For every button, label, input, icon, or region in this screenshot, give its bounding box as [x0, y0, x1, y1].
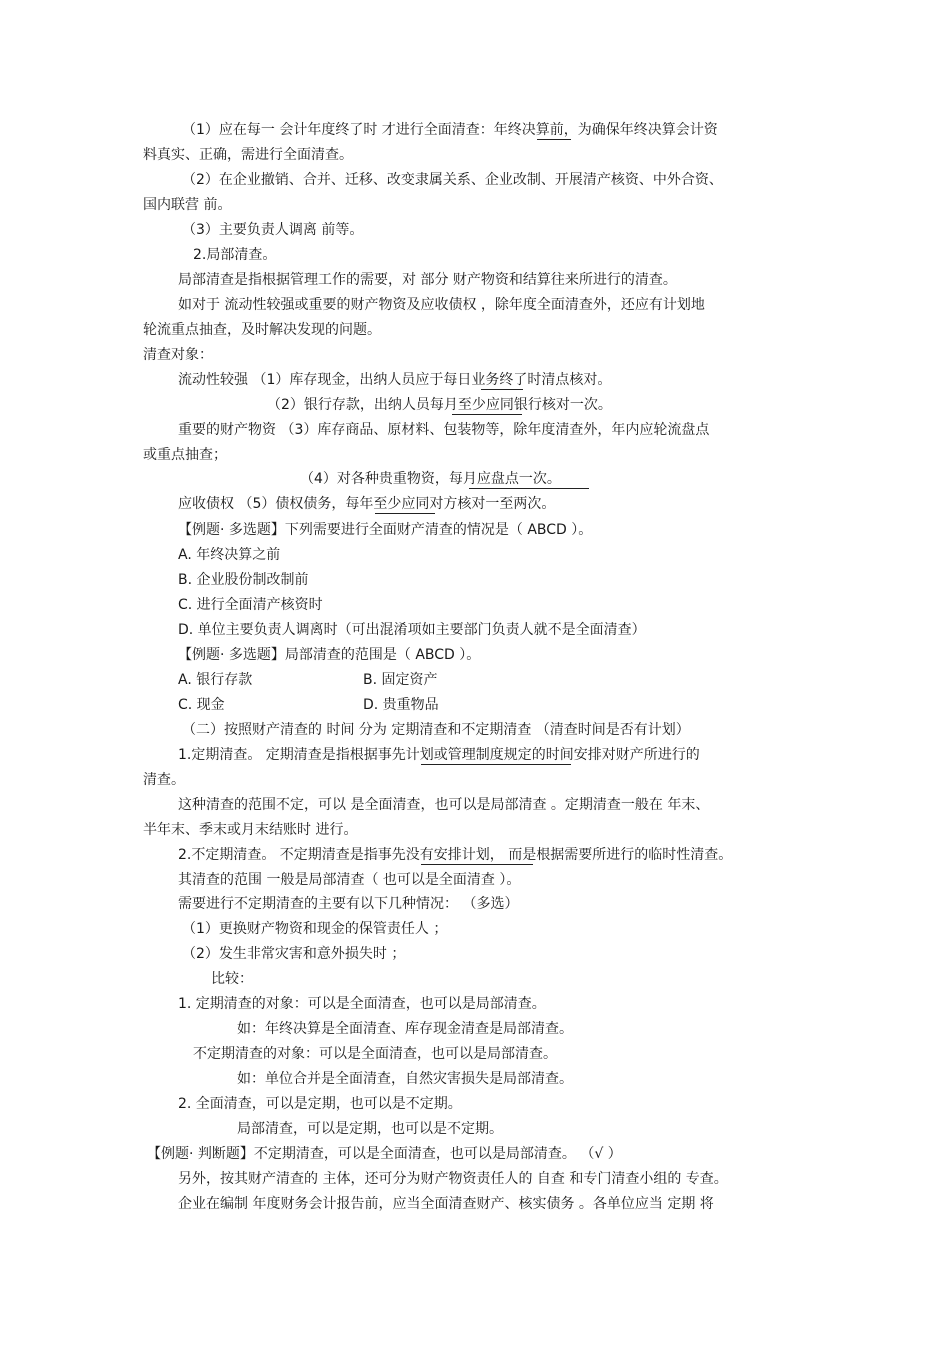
text-line: （2）发生非常灾害和意外损失时 ； — [182, 946, 406, 962]
example-question: 【例题· 多选题】局部清查的范围是（ ABCD ）。 — [178, 647, 481, 663]
underline-mark — [469, 488, 589, 489]
text-line: （2）在企业撤销、合并、迁移、改变隶属关系、企业改制、开展清产核资、中外合资、 — [182, 172, 723, 188]
text-line: 料真实、正确，需进行全面清查。 — [143, 147, 353, 163]
text-line: 比较： — [211, 971, 253, 987]
example-question: 【例题· 判断题】不定期清查，可以是全面清查，也可以是局部清查。 （√ ） — [147, 1146, 622, 1162]
text-line: 如对于 流动性较强或重要的财产物资及应收债权 ，除年度全面清查外，还应有计划地 — [178, 297, 705, 313]
option-c: C. 进行全面清产核资时 — [178, 597, 323, 613]
option-d: D. 单位主要负责人调离时（可出混淆项如主要部门负责人就不是全面清查） — [178, 622, 646, 638]
option-c: C. 现金 — [178, 697, 225, 713]
text-line: 轮流重点抽查，及时解决发现的问题。 — [143, 322, 381, 338]
text-line: （1）应在每一 会计年度终了时 才进行全面清查：年终决算前，为确保年终决算会计资 — [182, 122, 718, 138]
text-line: 1. 定期清查的对象：可以是全面清查，也可以是局部清查。 — [178, 996, 546, 1012]
text-line: 如：单位合并是全面清查，自然灾害损失是局部清查。 — [237, 1071, 573, 1087]
underline-mark — [537, 139, 571, 140]
text-line: 应收债权 （5）债权债务，每年至少应同对方核对一至两次。 — [178, 496, 556, 512]
option-a: A. 银行存款 — [178, 672, 253, 688]
text-line: 其清查的范围 一般是局部清查（ 也可以是全面清查 ）。 — [178, 872, 521, 888]
underline-mark — [421, 764, 571, 765]
text-line: 企业在编制 年度财务会计报告前，应当全面清查财产、核实债务 。各单位应当 定期 将 — [178, 1196, 714, 1212]
option-a: A. 年终决算之前 — [178, 547, 281, 563]
text-line: 清查。 — [143, 772, 185, 788]
text-line: 国内联营 前。 — [143, 197, 232, 213]
text-line: （2）银行存款，出纳人员每月至少应同银行核对一次。 — [267, 397, 612, 413]
text-line: 另外，按其财产清查的 主体，还可分为财产物资责任人的 自查 和专门清查小组的 专查。 — [178, 1171, 728, 1187]
text-line: 2.不定期清查。 不定期清查是指事先没有安排计划， 而是根据需要所进行的临时性清查。 — [178, 847, 733, 863]
underline-mark — [481, 389, 523, 390]
section-heading: （二）按照财产清查的 时间 分为 定期清查和不定期清查 （清查时间是否有计划） — [182, 722, 690, 738]
text-line: 1.定期清查。 定期清查是指根据事先计划或管理制度规定的时间安排对财产所进行的 — [178, 747, 700, 763]
text-line: 流动性较强 （1）库存现金，出纳人员应于每日业务终了时清点核对。 — [178, 372, 612, 388]
text-line: 或重点抽查； — [143, 447, 227, 463]
text-line: 如：年终决算是全面清查、库存现金清查是局部清查。 — [237, 1021, 573, 1037]
text-line: 不定期清查的对象：可以是全面清查，也可以是局部清查。 — [193, 1046, 557, 1062]
example-question: 【例题· 多选题】下列需要进行全面财产清查的情况是（ ABCD ）。 — [178, 522, 593, 538]
option-b: B. 企业股份制改制前 — [178, 572, 309, 588]
underline-mark — [452, 414, 522, 415]
text-line: （1）更换财产物资和现金的保管责任人 ； — [182, 921, 448, 937]
option-d: D. 贵重物品 — [363, 697, 439, 713]
option-b: B. 固定资产 — [363, 672, 438, 688]
text-line: 需要进行不定期清查的主要有以下几种情况： （多选） — [178, 896, 519, 912]
text-line: 局部清查，可以是定期，也可以是不定期。 — [237, 1121, 503, 1137]
text-line: （3）主要负责人调离 前等。 — [182, 222, 364, 238]
text-line: 2. 全面清查，可以是定期，也可以是不定期。 — [178, 1096, 462, 1112]
text-line: （4）对各种贵重物资，每月应盘点一次。 — [300, 471, 561, 487]
section-heading: 2.局部清查。 — [193, 247, 277, 263]
underline-mark — [421, 864, 533, 865]
text-line: 清查对象： — [143, 347, 213, 363]
text-line: 半年末、季末或月末结账时 进行。 — [143, 822, 358, 838]
text-line: 重要的财产物资 （3）库存商品、原材料、包装物等，除年度清查外，年内应轮流盘点 — [178, 422, 710, 438]
text-line: 这种清查的范围不定，可以 是全面清查，也可以是局部清查 。定期清查一般在 年末、 — [178, 797, 710, 813]
text-line: 局部清查是指根据管理工作的需要，对 部分 财产物资和结算往来所进行的清查。 — [178, 272, 677, 288]
underline-mark — [375, 513, 435, 514]
